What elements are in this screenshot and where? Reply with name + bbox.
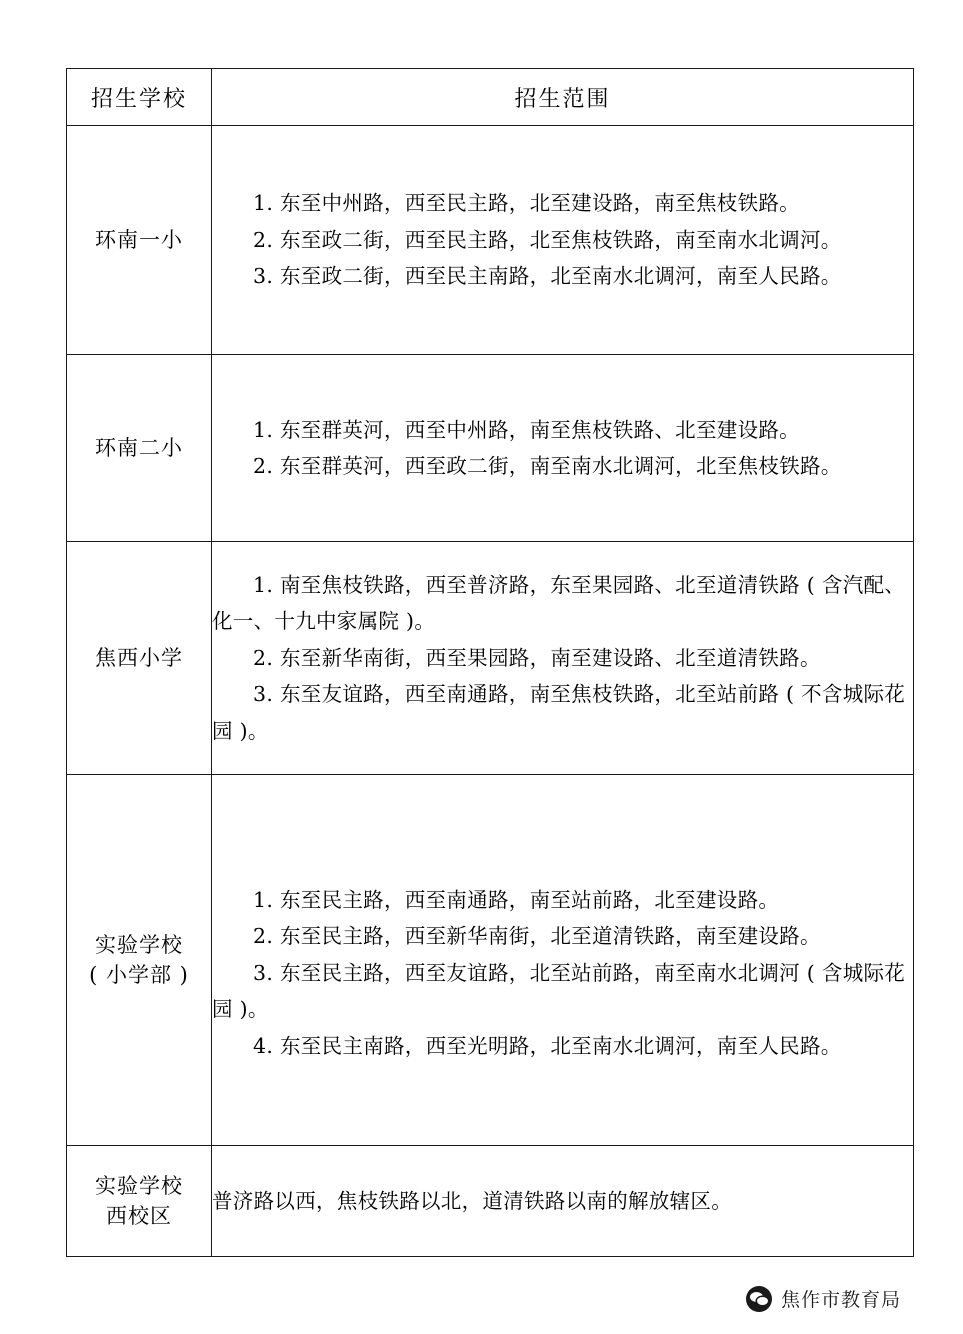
table-header-row	[67, 69, 914, 126]
enrollment-table	[66, 68, 914, 1257]
range-line: 2. 东至政二街，西至民主路，北至焦枝铁路，南至南水北调河。	[253, 227, 842, 252]
range-line: 1. 东至中州路，西至民主路，北至建设路，南至焦枝铁路。	[253, 191, 800, 216]
wechat-icon	[746, 1286, 772, 1312]
school-name-line: 实验学校	[95, 932, 183, 957]
table-row	[67, 1146, 914, 1257]
range-cell	[212, 775, 914, 1146]
range-cell	[212, 126, 914, 355]
range-cell	[212, 355, 914, 542]
school-name-cell: 焦西小学	[67, 542, 212, 775]
table-row	[67, 542, 914, 775]
school-name-cell: 环南二小	[67, 355, 212, 542]
footer-label: 焦作市教育局	[780, 1289, 901, 1311]
range-line: 1. 东至群英河，西至中州路，南至焦枝铁路、北至建设路。	[253, 417, 800, 442]
range-line: 2. 东至民主路，西至新华南街，北至道清铁路，南至建设路。	[253, 924, 821, 949]
range-line: 1. 东至民主路，西至南通路，南至站前路，北至建设路。	[253, 887, 780, 912]
range-line: 3. 东至友谊路，西至南通路，南至焦枝铁路，北至站前路 ( 不含城际花园 )。	[212, 682, 906, 743]
range-line: 4. 东至民主南路，西至光明路，北至南水北调河，南至人民路。	[253, 1033, 842, 1058]
footer-attribution	[746, 1285, 901, 1312]
table-row	[67, 126, 914, 355]
range-line: 1. 南至焦枝铁路，西至普济路，东至果园路、北至道清铁路 ( 含汽配、化一、十九中家属院 )。	[212, 572, 906, 634]
school-name-cell	[67, 775, 212, 1146]
school-name-line: ( 小学部 )	[89, 963, 189, 987]
column-header-range: 招生范围	[212, 69, 914, 126]
school-name-line: 实验学校	[95, 1173, 183, 1198]
range-line: 2. 东至群英河，西至政二街，南至南水北调河，北至焦枝铁路。	[253, 454, 842, 478]
table-row	[67, 775, 914, 1146]
table-row	[67, 355, 914, 542]
range-line: 2. 东至新华南街，西至果园路，南至建设路、北至道清铁路。	[253, 645, 821, 670]
school-name-cell: 环南一小	[67, 126, 212, 355]
range-line: 普济路以西，焦枝铁路以北，道清铁路以南的解放辖区。	[212, 1188, 732, 1213]
range-line: 3. 东至政二街，西至民主南路，北至南水北调河，南至人民路。	[253, 264, 842, 289]
school-name-cell	[67, 1146, 212, 1257]
column-header-school: 招生学校	[67, 69, 212, 126]
range-cell	[212, 1146, 914, 1257]
school-name-line: 西校区	[106, 1204, 172, 1228]
range-line: 3. 东至民主路，西至友谊路，北至站前路，南至南水北调河 ( 含城际花园 )。	[212, 960, 906, 1022]
range-cell	[212, 542, 914, 775]
